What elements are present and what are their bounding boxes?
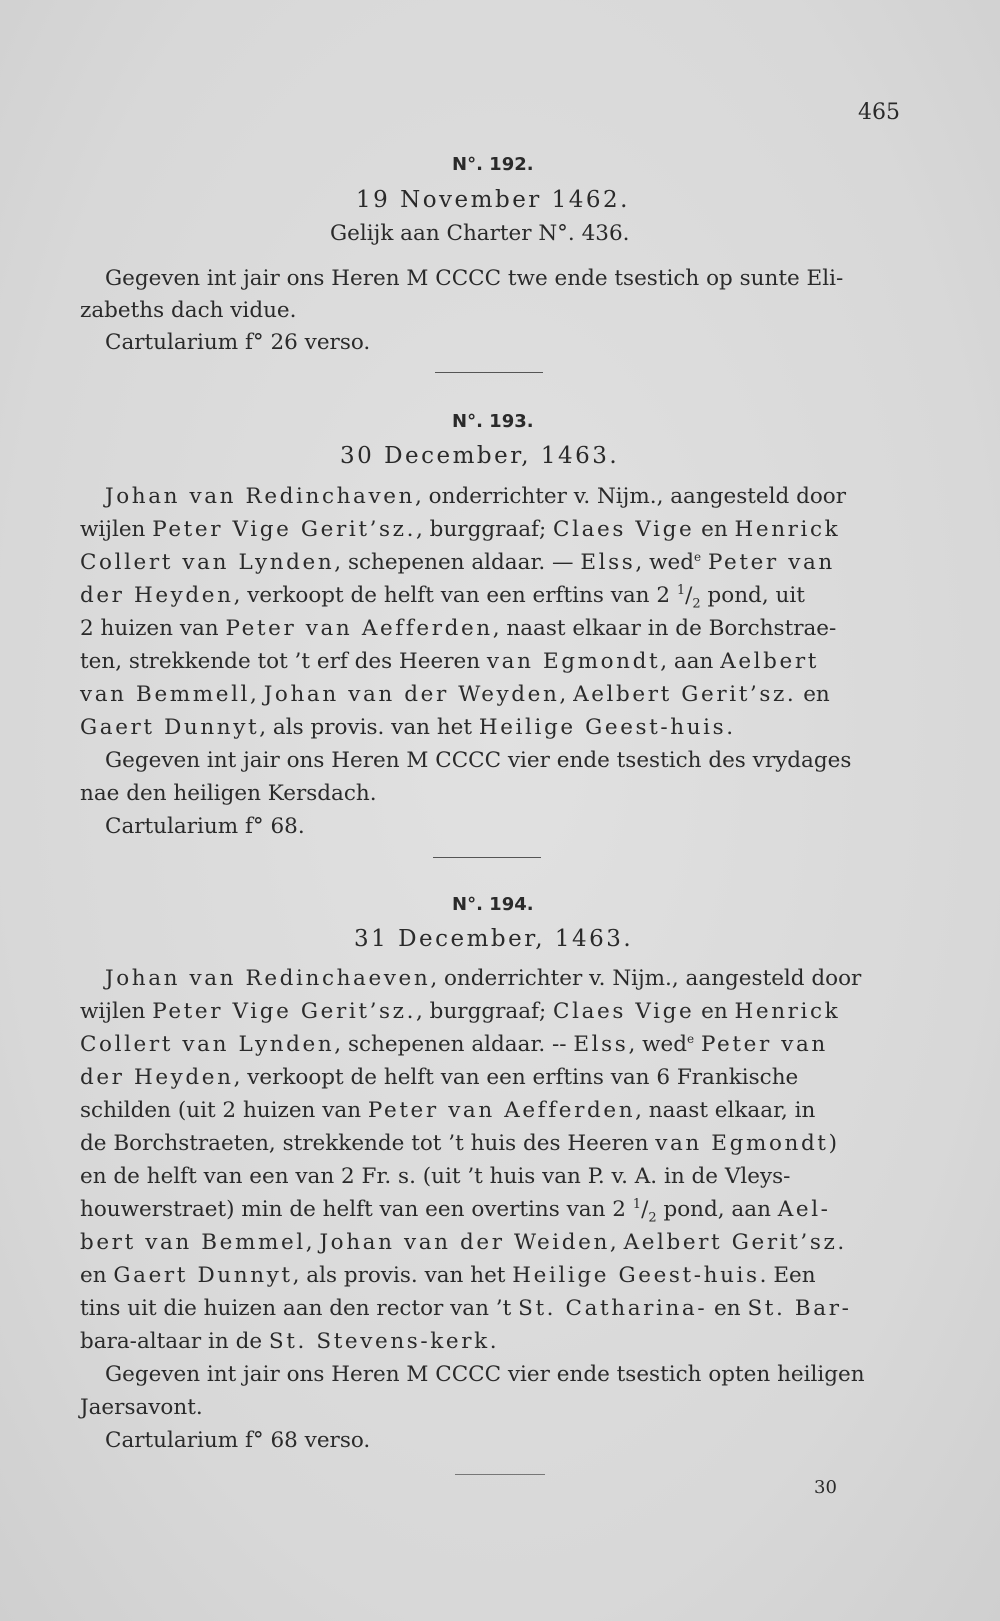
text-line: schilden (uit 2 huizen van Peter van Aefferden, naast elkaar, in xyxy=(80,1098,816,1123)
section-divider xyxy=(433,857,541,858)
text-line: bara-altaar in de St. Stevens-kerk. xyxy=(80,1329,497,1354)
text-line: Johan van Redinchaven, onderrichter v. Nijm., aangesteld door xyxy=(105,484,847,509)
text-line: zabeths dach vidue. xyxy=(80,298,297,323)
text-line: en de helft van een van 2 Fr. s. (uit ’t huis van P. v. A. in de Vleys- xyxy=(80,1164,791,1189)
text-line: Gegeven int jair ons Heren M CCCC vier ende tsestich des vrydages xyxy=(105,748,852,773)
text-line: de Borchstraeten, strekkende tot ’t huis des Heeren van Egmondt) xyxy=(80,1131,837,1156)
entry-date: 31 December, 1463. xyxy=(354,926,634,952)
text-line: Gaert Dunnyt, als provis. van het Heilige Geest-huis. xyxy=(80,715,734,740)
text-line: Cartularium f° 68 verso. xyxy=(105,1428,371,1453)
entry-number: N°. 194. xyxy=(452,894,534,915)
text-line: Gegeven int jair ons Heren M CCCC twe ende tsestich op sunte Eli- xyxy=(105,266,844,291)
text-line: der Heyden, verkoopt de helft van een erftins van 6 Frankische xyxy=(80,1065,799,1090)
text-line: Collert van Lynden, schepenen aldaar. — Elss, wed$^e$ Peter van xyxy=(80,550,835,576)
text-line: Johan van Redinchaeven, onderrichter v. Nijm., aangesteld door xyxy=(105,966,862,991)
entry-date: 30 December, 1463. xyxy=(340,443,620,469)
text-line: bert van Bemmel, Johan van der Weiden, Aelbert Gerit’sz. xyxy=(80,1230,845,1255)
text-line: van Bemmell, Johan van der Weyden, Aelbert Gerit’sz. en xyxy=(80,682,830,707)
entry-number: N°. 193. xyxy=(452,411,534,432)
text-line: Collert van Lynden, schepenen aldaar. -- Elss, wed$^e$ Peter van xyxy=(80,1032,828,1058)
text-line: en Gaert Dunnyt, als provis. van het Heilige Geest-huis. Een xyxy=(80,1263,816,1288)
section-divider xyxy=(435,372,543,373)
text-line: nae den heiligen Kersdach. xyxy=(80,781,377,806)
text-line: Cartularium f° 68. xyxy=(105,814,305,839)
text-line: houwerstraet) min de helft van een overtins van 2 $^1/_2$ pond, aan Ael- xyxy=(80,1197,831,1226)
text-line: wijlen Peter Vige Gerit’sz., burggraaf; Claes Vige en Henrick xyxy=(80,517,841,542)
text-line: tins uit die huizen aan den rector van ’t St. Catharina- en St. Bar- xyxy=(80,1296,852,1321)
text-line: ten, strekkende tot ’t erf des Heeren van Egmondt, aan Aelbert xyxy=(80,649,819,674)
text-line: Jaersavont. xyxy=(80,1395,203,1420)
text-line: wijlen Peter Vige Gerit’sz., burggraaf; Claes Vige en Henrick xyxy=(80,999,841,1024)
section-divider xyxy=(455,1474,545,1475)
entry-date: 19 November 1462. xyxy=(356,187,630,213)
footer-signature-number: 30 xyxy=(814,1477,837,1498)
text-line: Cartularium f° 26 verso. xyxy=(105,330,371,355)
text-line: Gegeven int jair ons Heren M CCCC vier ende tsestich opten heiligen xyxy=(105,1362,865,1387)
page-number: 465 xyxy=(858,100,900,125)
entry-number: N°. 192. xyxy=(452,154,534,175)
text-line: 2 huizen van Peter van Aefferden, naast elkaar in de Borchstrae- xyxy=(80,616,837,641)
text-line: Gelijk aan Charter N°. 436. xyxy=(330,221,630,246)
text-line: der Heyden, verkoopt de helft van een erftins van 2 $^1/_2$ pond, uit xyxy=(80,583,805,612)
